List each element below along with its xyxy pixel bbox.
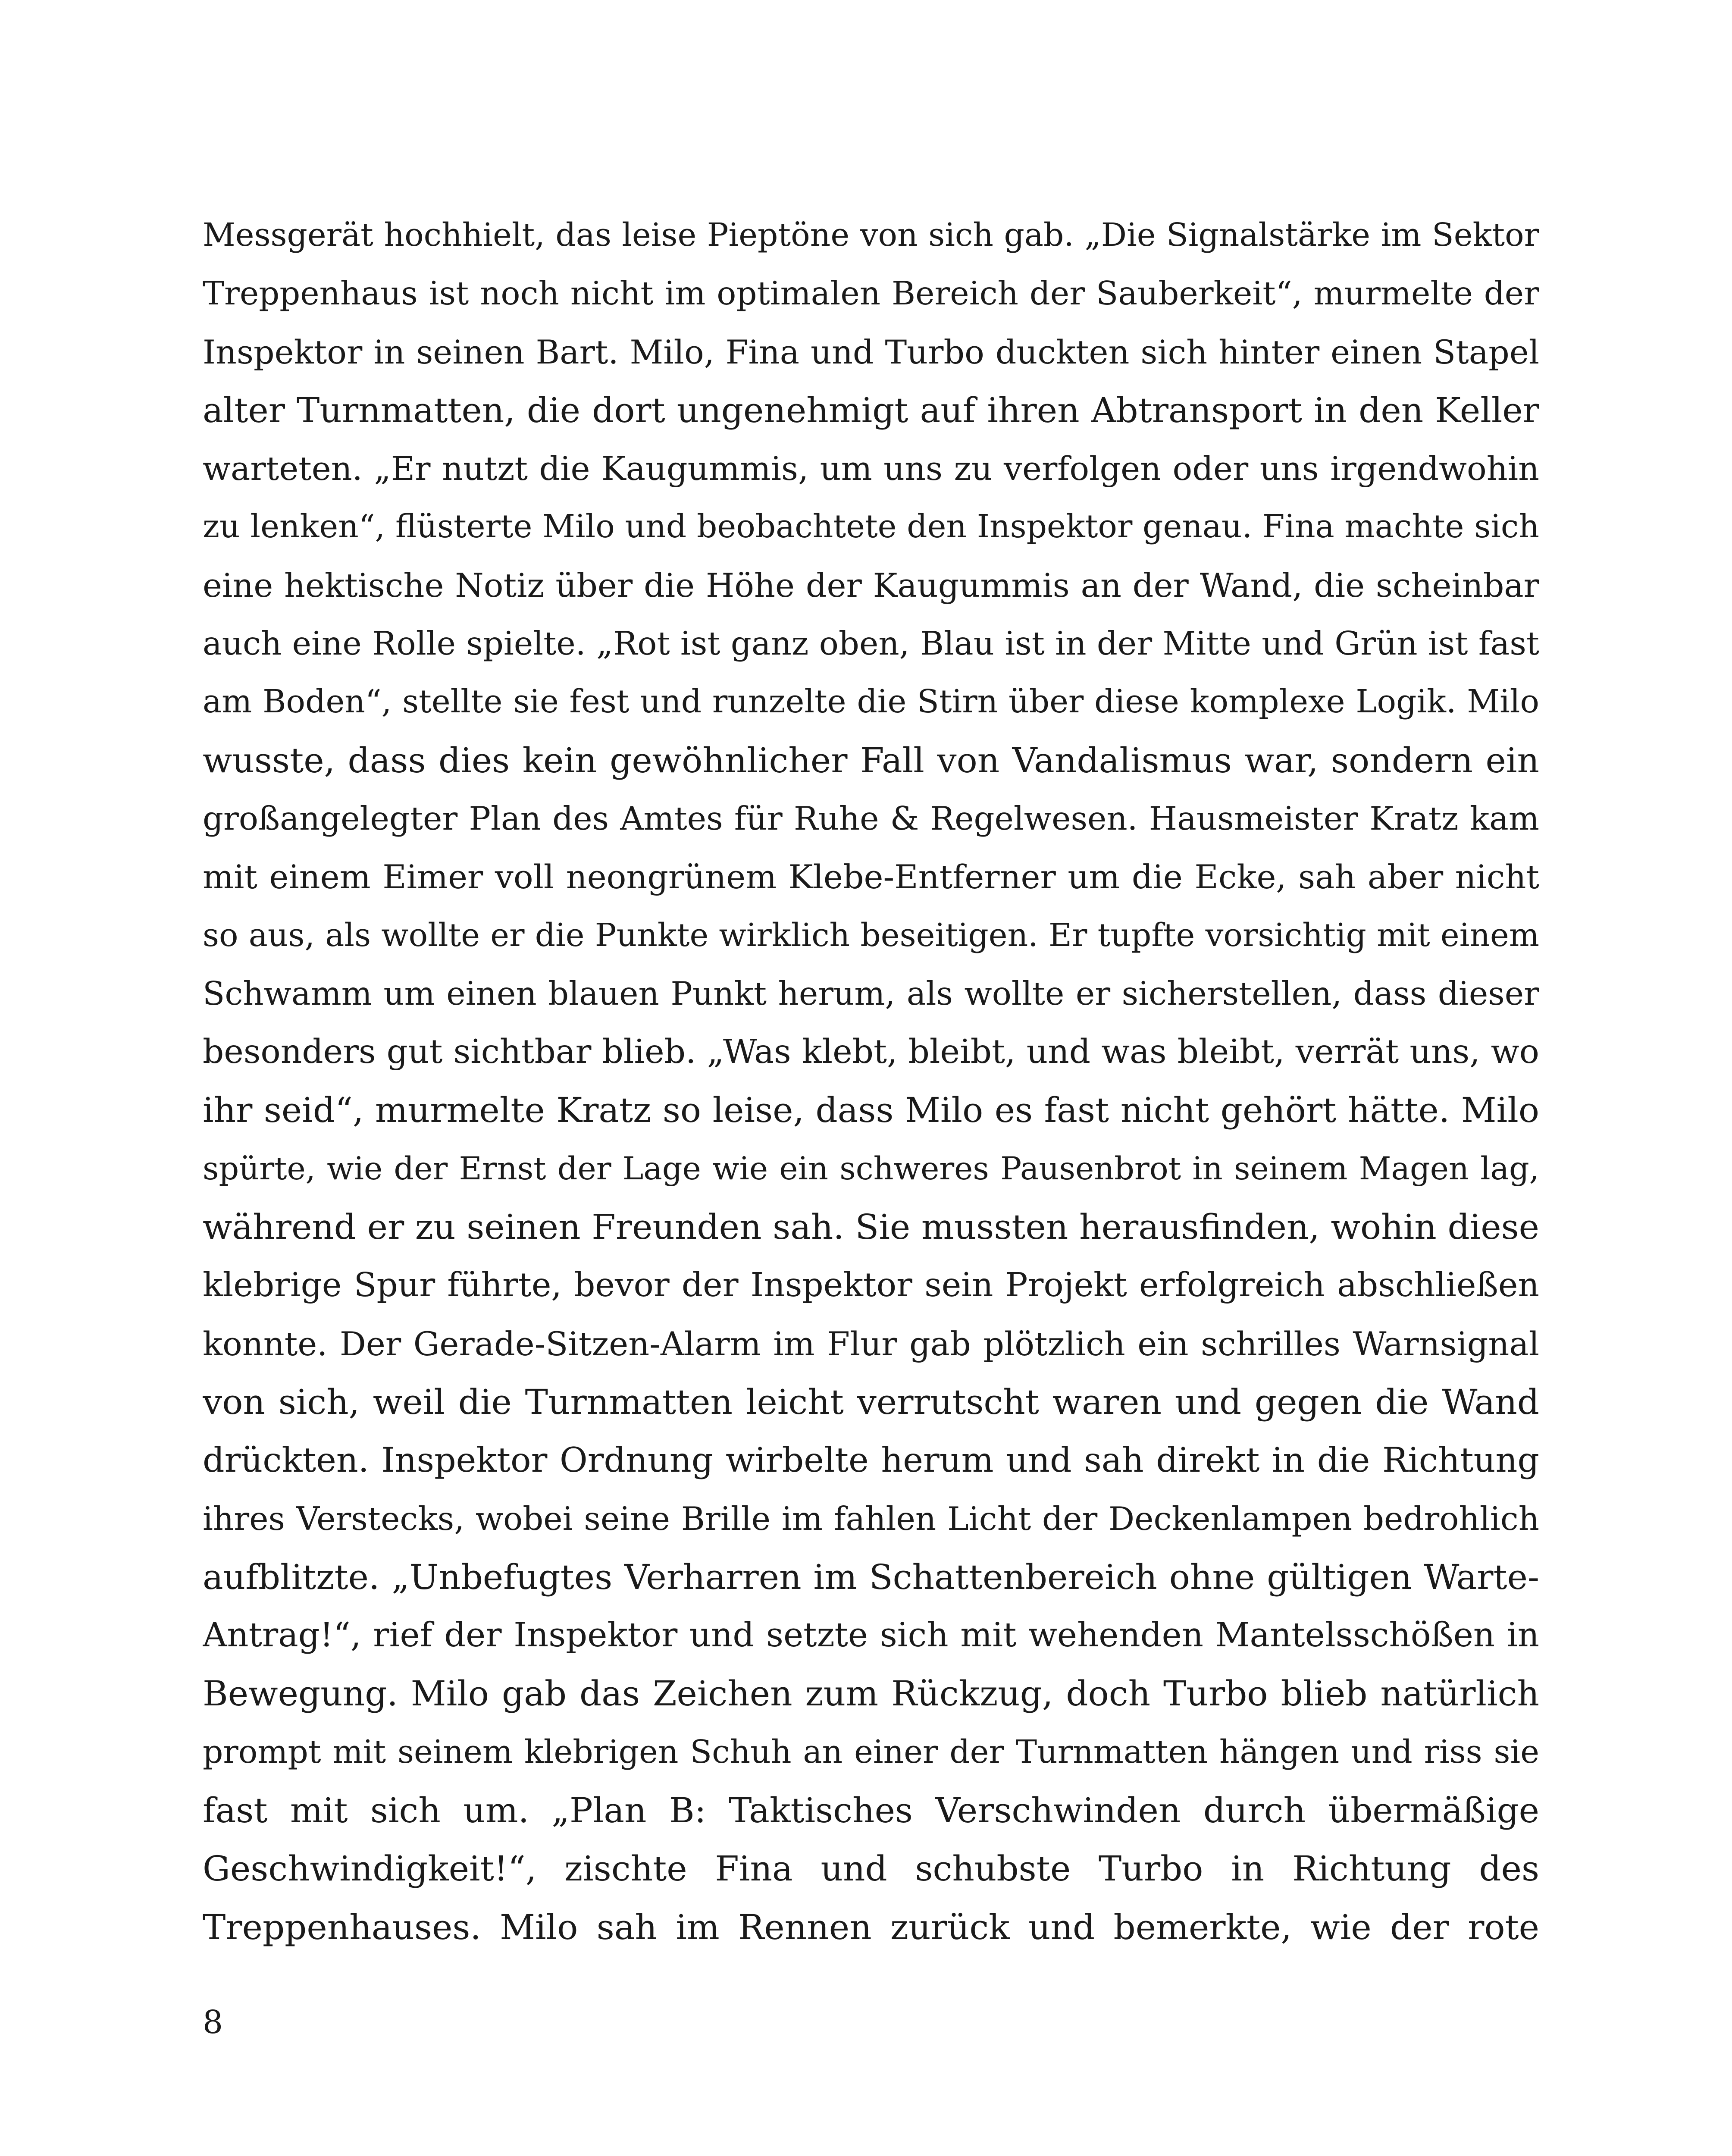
body-text <box>203 206 1539 1956</box>
text-line: auch eine Rolle spielte. „Rot ist ganz oben, Blau ist in der Mitte und Grün ist fast <box>203 624 1539 663</box>
text-line: Antrag!“, rief der Inspektor und setzte sich mit wehenden Mantelsschößen in <box>203 1616 1539 1655</box>
text-line: ihr seid“, murmelte Kratz so leise, dass Milo es fast nicht gehört hätte. Milo <box>203 1090 1539 1131</box>
text-line: Messgerät hochhielt, das leise Pieptöne von sich gab. „Die Signalstärke im Sektor <box>203 216 1539 254</box>
text-line: besonders gut sichtbar blieb. „Was klebt, bleibt, und was bleibt, verrät uns, wo <box>203 1033 1539 1072</box>
text-line: mit einem Eimer voll neongrünem Klebe-Entferner um die Ecke, sah aber nicht <box>203 858 1539 896</box>
text-line: zu lenken“, flüsterte Milo und beobachtete den Inspektor genau. Fina machte sich <box>203 508 1539 545</box>
text-line: während er zu seinen Freunden sah. Sie mussten herausfinden, wohin diese <box>203 1207 1539 1247</box>
text-line: Bewegung. Milo gab das Zeichen zum Rückzug, doch Turbo blieb natürlich <box>203 1673 1539 1714</box>
text-line: eine hektische Notiz über die Höhe der Kaugummis an der Wand, die scheinbar <box>203 566 1539 605</box>
text-line: Inspektor in seinen Bart. Milo, Fina und Turbo duckten sich hinter einen Stapel <box>203 332 1539 371</box>
text-line: wusste, dass dies kein gewöhnlicher Fall von Vandalismus war, sondern ein <box>203 740 1539 780</box>
text-line: großangelegter Plan des Amtes für Ruhe & Regelwesen. Hausmeister Kratz kam <box>203 799 1539 837</box>
page-number: 8 <box>203 2004 223 2041</box>
text-line: alter Turnmatten, die dort ungenehmigt auf ihren Abtransport in den Keller <box>203 390 1539 430</box>
text-line: klebrige Spur führte, bevor der Inspektor sein Projekt erfolgreich abschließen <box>203 1266 1539 1305</box>
text-line: Treppenhauses. Milo sah im Rennen zurück und bemerkte, wie der rote <box>203 1907 1539 1947</box>
text-line: ihres Verstecks, wobei seine Brille im fahlen Licht der Deckenlampen bedrohlich <box>203 1499 1539 1538</box>
text-line: drückten. Inspektor Ordnung wirbelte herum und sah direkt in die Richtung <box>203 1440 1539 1480</box>
text-line: von sich, weil die Turnmatten leicht verrutscht waren und gegen die Wand <box>203 1382 1539 1422</box>
text-line: prompt mit seinem klebrigen Schuh an einer der Turnmatten hängen und riss sie <box>203 1733 1539 1771</box>
text-line: Treppenhaus ist noch nicht im optimalen Bereich der Sauberkeit“, murmelte der <box>203 274 1539 313</box>
text-line: aufblitzte. „Unbefugtes Verharren im Schattenbereich ohne gültigen Warte- <box>203 1557 1539 1597</box>
text-line: so aus, als wollte er die Punkte wirklich beseitigen. Er tupfte vorsichtig mit einem <box>203 916 1539 954</box>
text-line: warteten. „Er nutzt die Kaugummis, um uns zu verfolgen oder uns irgendwohin <box>203 449 1539 488</box>
text-line: konnte. Der Gerade-Sitzen-Alarm im Flur gab plötzlich ein schrilles Warnsignal <box>203 1324 1539 1363</box>
text-line: Geschwindigkeit!“, zischte Fina und schubste Turbo in Richtung des <box>203 1849 1539 1889</box>
text-line: am Boden“, stellte sie fest und runzelte die Stirn über diese komplexe Logik. Milo <box>203 683 1539 721</box>
text-line: spürte, wie der Ernst der Lage wie ein schweres Pausenbrot in seinem Magen lag, <box>203 1150 1539 1187</box>
text-line: Schwamm um einen blauen Punkt herum, als wollte er sicherstellen, dass dieser <box>203 974 1539 1012</box>
text-line: fast mit sich um. „Plan B: Taktisches Verschwinden durch übermäßige <box>203 1790 1539 1831</box>
